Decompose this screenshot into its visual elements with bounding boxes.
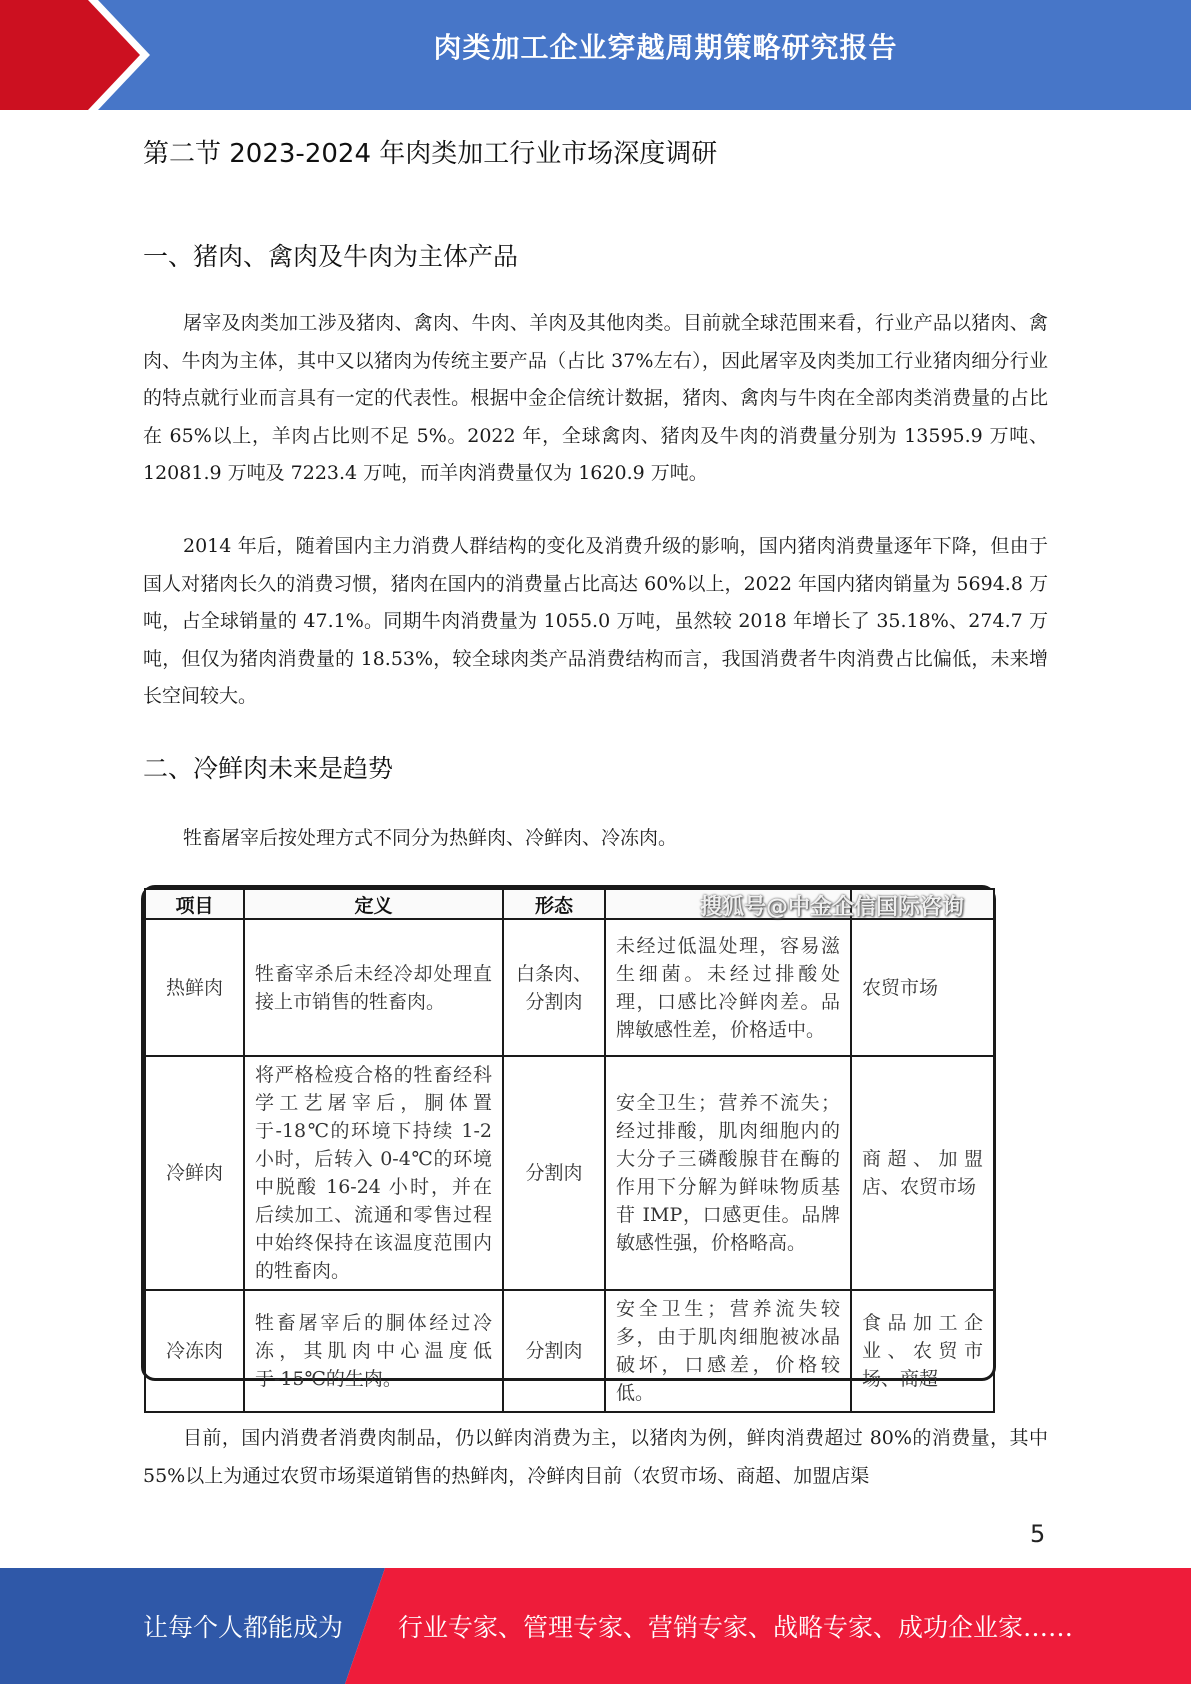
cell-feature: 安全卫生；营养不流失；经过排酸，肌肉细胞内的大分子三磷酸腺苷在酶的作用下分解为鲜味物质基苷 IMP，口感更佳。品牌敏感性强，价格略高。 — [605, 1056, 851, 1290]
cell-definition: 将严格检疫合格的牲畜经科学工艺屠宰后，胴体置于-18℃的环境下持续 1-2 小时，后转入 0-4℃的环境中脱酸 16-24 小时，并在后续加工、流通和零售过程中始终保持在该温度范围内的牲畜肉。 — [244, 1056, 503, 1290]
table-header-definition: 定义 — [244, 889, 503, 919]
paragraph-1: 屠宰及肉类加工涉及猪肉、禽肉、牛肉、羊肉及其他肉类。目前就全球范围来看，行业产品以猪肉、禽肉、牛肉为主体，其中又以猪肉为传统主要产品（占比 37%左右），因此屠宰及肉类加工行业猪肉细分行业的特点就行业而言具有一定的代表性。根据中金企信统计数据，猪肉、禽肉与牛肉在全部肉类消费量的占比在 65%以上，羊肉占比则不足 5%。2022 年，全球禽肉、猪肉及牛肉的消费量分别为 13595.9 万吨、12081.9 万吨及 7223.4 万吨，而羊肉消费量仅为 1620.9 万吨。 — [143, 312, 1048, 484]
cell-channel: 商超、加盟店、农贸市场 — [851, 1056, 994, 1290]
footer-bar — [0, 1568, 1191, 1684]
heading-part1: 一、猪肉、禽肉及牛肉为主体产品 — [143, 242, 519, 271]
footer-slogan-right: 行业专家、管理专家、营销专家、战略专家、成功企业家…… — [398, 1613, 1074, 1642]
paragraph-2: 2014 年后，随着国内主力消费人群结构的变化及消费升级的影响，国内猪肉消费量逐年下降，但由于国人对猪肉长久的消费习惯，猪肉在国内的消费量占比高达 60%以上，2022 年国内猪肉销量为 5694.8 万吨，占全球销量的 47.1%。同期牛肉消费量为 1055.0 万吨，虽然较 2018 年增长了 35.18%、274.7 万吨，但仅为猪肉消费量的 18.53%，较全球肉类产品消费结构而言，我国消费者牛肉消费占比偏低，未来增长空间较大。 — [143, 535, 1048, 707]
cell-definition: 牲畜宰杀后未经冷却处理直接上市销售的牲畜肉。 — [244, 919, 503, 1056]
paragraph-3: 目前，国内消费者消费肉制品，仍以鲜肉消费为主，以猪肉为例，鲜肉消费超过 80%的消费量，其中 55%以上为通过农贸市场渠道销售的热鲜肉，冷鲜肉目前（农贸市场、商超、加盟店渠 — [143, 1427, 1048, 1487]
header-arrow-icon — [0, 0, 160, 110]
cell-item: 冷鲜肉 — [145, 1056, 244, 1290]
section-title: 第二节 2023-2024 年肉类加工行业市场深度调研 — [143, 139, 718, 169]
header-bar — [0, 0, 1191, 110]
table-header-form: 形态 — [503, 889, 605, 919]
page-number: 5 — [1030, 1520, 1046, 1548]
cell-channel: 食品加工企业、农贸市场、商超 — [851, 1290, 994, 1412]
watermark: 搜狐号@中金企信国际咨询 — [700, 895, 965, 920]
cell-form: 分割肉 — [503, 1290, 605, 1412]
heading-part2: 二、冷鲜肉未来是趋势 — [143, 754, 394, 783]
cell-form: 白条肉、分割肉 — [503, 919, 605, 1056]
cell-definition: 牲畜屠宰后的胴体经过冷冻，其肌肉中心温度低于-15℃的生肉。 — [244, 1290, 503, 1412]
table-row — [145, 1290, 994, 1412]
table-intro: 牲畜屠宰后按处理方式不同分为热鲜肉、冷鲜肉、冷冻肉。 — [183, 827, 678, 849]
table-row — [145, 1056, 994, 1290]
cell-channel: 农贸市场 — [851, 919, 994, 1056]
meat-type-table — [141, 885, 996, 1404]
cell-item: 冷冻肉 — [145, 1290, 244, 1412]
cell-item: 热鲜肉 — [145, 919, 244, 1056]
table-row — [145, 919, 994, 1056]
footer-slogan-left: 让每个人都能成为 — [143, 1613, 344, 1642]
cell-feature: 未经过低温处理，容易滋生细菌。未经过排酸处理，口感比冷鲜肉差。品牌敏感性差，价格适中。 — [605, 919, 851, 1056]
table-header-item: 项目 — [145, 889, 244, 919]
header-title: 肉类加工企业穿越周期策略研究报告 — [433, 31, 898, 64]
cell-feature: 安全卫生；营养流失较多，由于肌肉细胞被冰晶破坏，口感差，价格较低。 — [605, 1290, 851, 1412]
cell-form: 分割肉 — [503, 1056, 605, 1290]
